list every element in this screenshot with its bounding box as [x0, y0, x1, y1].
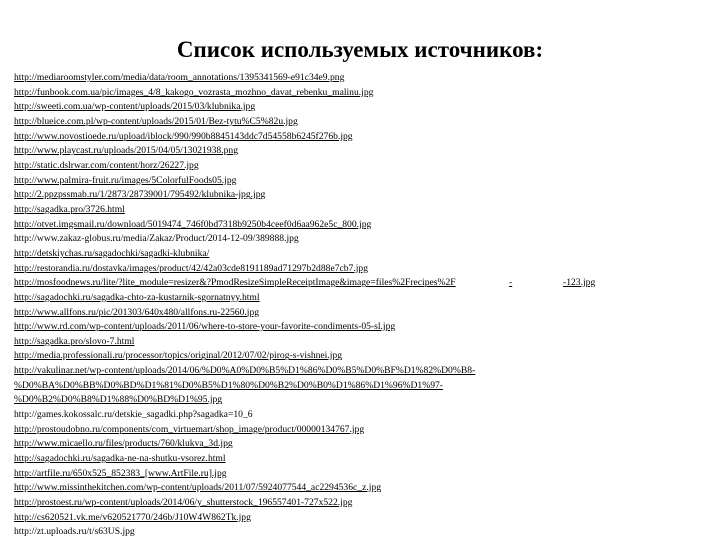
source-link[interactable]: http://sagadka.pro/slovo-7.html — [14, 335, 135, 347]
source-link: http://www.zakaz-globus.ru/media/Zakaz/Product/2014-12-09/389888.jpg — [14, 233, 299, 245]
source-link[interactable]: http://sagadka.pro/3726.html — [14, 203, 125, 215]
source-link[interactable]: http://2.ppzpssmab.ru/1/2873/28739001/795492/klubnika-jpg.jpg — [14, 189, 266, 201]
source-link[interactable]: http://otvet.imgsmail.ru/download/5019474_746f0bd7318b9250b4ceef0d6aa962e5c_800.jpg — [14, 218, 372, 230]
source-link[interactable]: http://static.dslrwar.com/content/horz/26227.jpg — [14, 159, 199, 171]
source-link[interactable]: http://artfile.ru/650x525_852383_[www.ArtFile.ru].jpg — [14, 467, 227, 479]
source-link[interactable]: http://www.playcast.ru/uploads/2015/04/05/13021938.png — [14, 145, 239, 157]
source-link[interactable]: http://www.micaello.ru/files/products/760/klukva_3d.jpg — [14, 438, 233, 450]
source-link[interactable]: http://mediaroomstyler.com/media/data/room_annotations/1395341569-e91c34e9.png — [14, 72, 345, 83]
source-link-continuation-suffix[interactable]: -123.jpg — [563, 277, 596, 288]
source-link[interactable]: http://www.allfons.ru/pic/201303/640x480/allfons.ru-22560.jpg — [14, 306, 260, 318]
source-link[interactable]: http://restorandia.ru/dostavka/images/product/42/42a03cde8191189ad71297b2d88e7cb7.jpg — [14, 262, 369, 274]
source-link[interactable]: http://funbook.com.ua/pic/images_4/8_kakogo_vozrasta_mozhno_davat_rebenku_malinu.jpg — [14, 86, 374, 98]
source-link[interactable]: %D0%BA%D0%BB%D0%BD%D1%81%D0%B5%D1%80%D0%B2%D0%B0%D1%86%D1%96%D1%97- — [14, 379, 443, 391]
source-link[interactable]: http://prostoest.ru/wp-content/uploads/2014/06/y_shutterstock_196557401-727x522.jpg — [14, 497, 353, 509]
source-link: http://zt.uploads.ru/t/s63US.jpg — [14, 526, 135, 538]
page-title: Список используемых источников: — [176, 37, 544, 62]
source-link[interactable]: http://detskiychas.ru/sagadochki/sagadki-klubnika/ — [14, 247, 210, 259]
source-link[interactable]: http://prostoudobno.ru/components/com_virtuemart/shop_image/product/00000134767.jpg — [14, 423, 365, 435]
source-link[interactable]: http://sagadochki.ru/sagadka-chto-za-kustarnik-sgornatnyy.html — [14, 291, 260, 303]
source-link[interactable]: http://www.missinthekitchen.com/wp-content/uploads/2011/07/5924077544_ac2294536c_z.jpg — [14, 482, 381, 494]
source-link[interactable]: http://media.professionali.ru/processor/topics/original/2012/07/02/pirog-s-vishnei.jpg — [14, 350, 343, 362]
source-link[interactable]: http://cs620521.vk.me/v620521770/246b/J10W4W862Tk.jpg — [14, 511, 251, 523]
source-list — [14, 71, 610, 540]
source-link[interactable]: http://www.rd.com/wp-content/uploads/2011/06/where-to-store-your-favorite-condiments-05-sl.jpg — [14, 321, 396, 333]
source-link[interactable]: http://vakulinar.net/wp-content/uploads/2014/06/%D0%A0%D0%B5%D1%86%D0%B5%D0%BF%D1%82%D0%B8- — [14, 365, 476, 377]
source-link: http://games.kokossalc.ru/detskie_sagadki.php?sagadka=10_6 — [14, 409, 253, 421]
source-link[interactable]: http://www.palmira-fruit.ru/images/5ColorfulFoods05.jpg — [14, 174, 237, 186]
source-link[interactable]: http://sweeti.com.ua/wp-content/uploads/2015/03/klubnika.jpg — [14, 101, 256, 113]
source-link[interactable]: http://www.novostioede.ru/upload/iblock/990/990b8845143ddc7d54558b6245f276b.jpg — [14, 130, 353, 142]
source-link-continuation-dash[interactable]: - — [509, 277, 513, 288]
source-link[interactable]: http://blueice.com.pl/wp-content/uploads/2015/01/Bez-tytu%C5%82u.jpg — [14, 115, 298, 127]
source-link[interactable]: http://mosfoodnews.ru/lite/?lite_module=resizer&?PmodResizeSimpleReceiptImage&image=files%2Frecipes%2F — [14, 277, 456, 289]
source-link[interactable]: http://sagadochki.ru/sagadka-ne-na-shutku-vsorez.html — [14, 453, 226, 465]
source-link[interactable]: %D0%B2%D0%B8%D1%88%D0%BD%D1%95.jpg — [14, 394, 223, 406]
